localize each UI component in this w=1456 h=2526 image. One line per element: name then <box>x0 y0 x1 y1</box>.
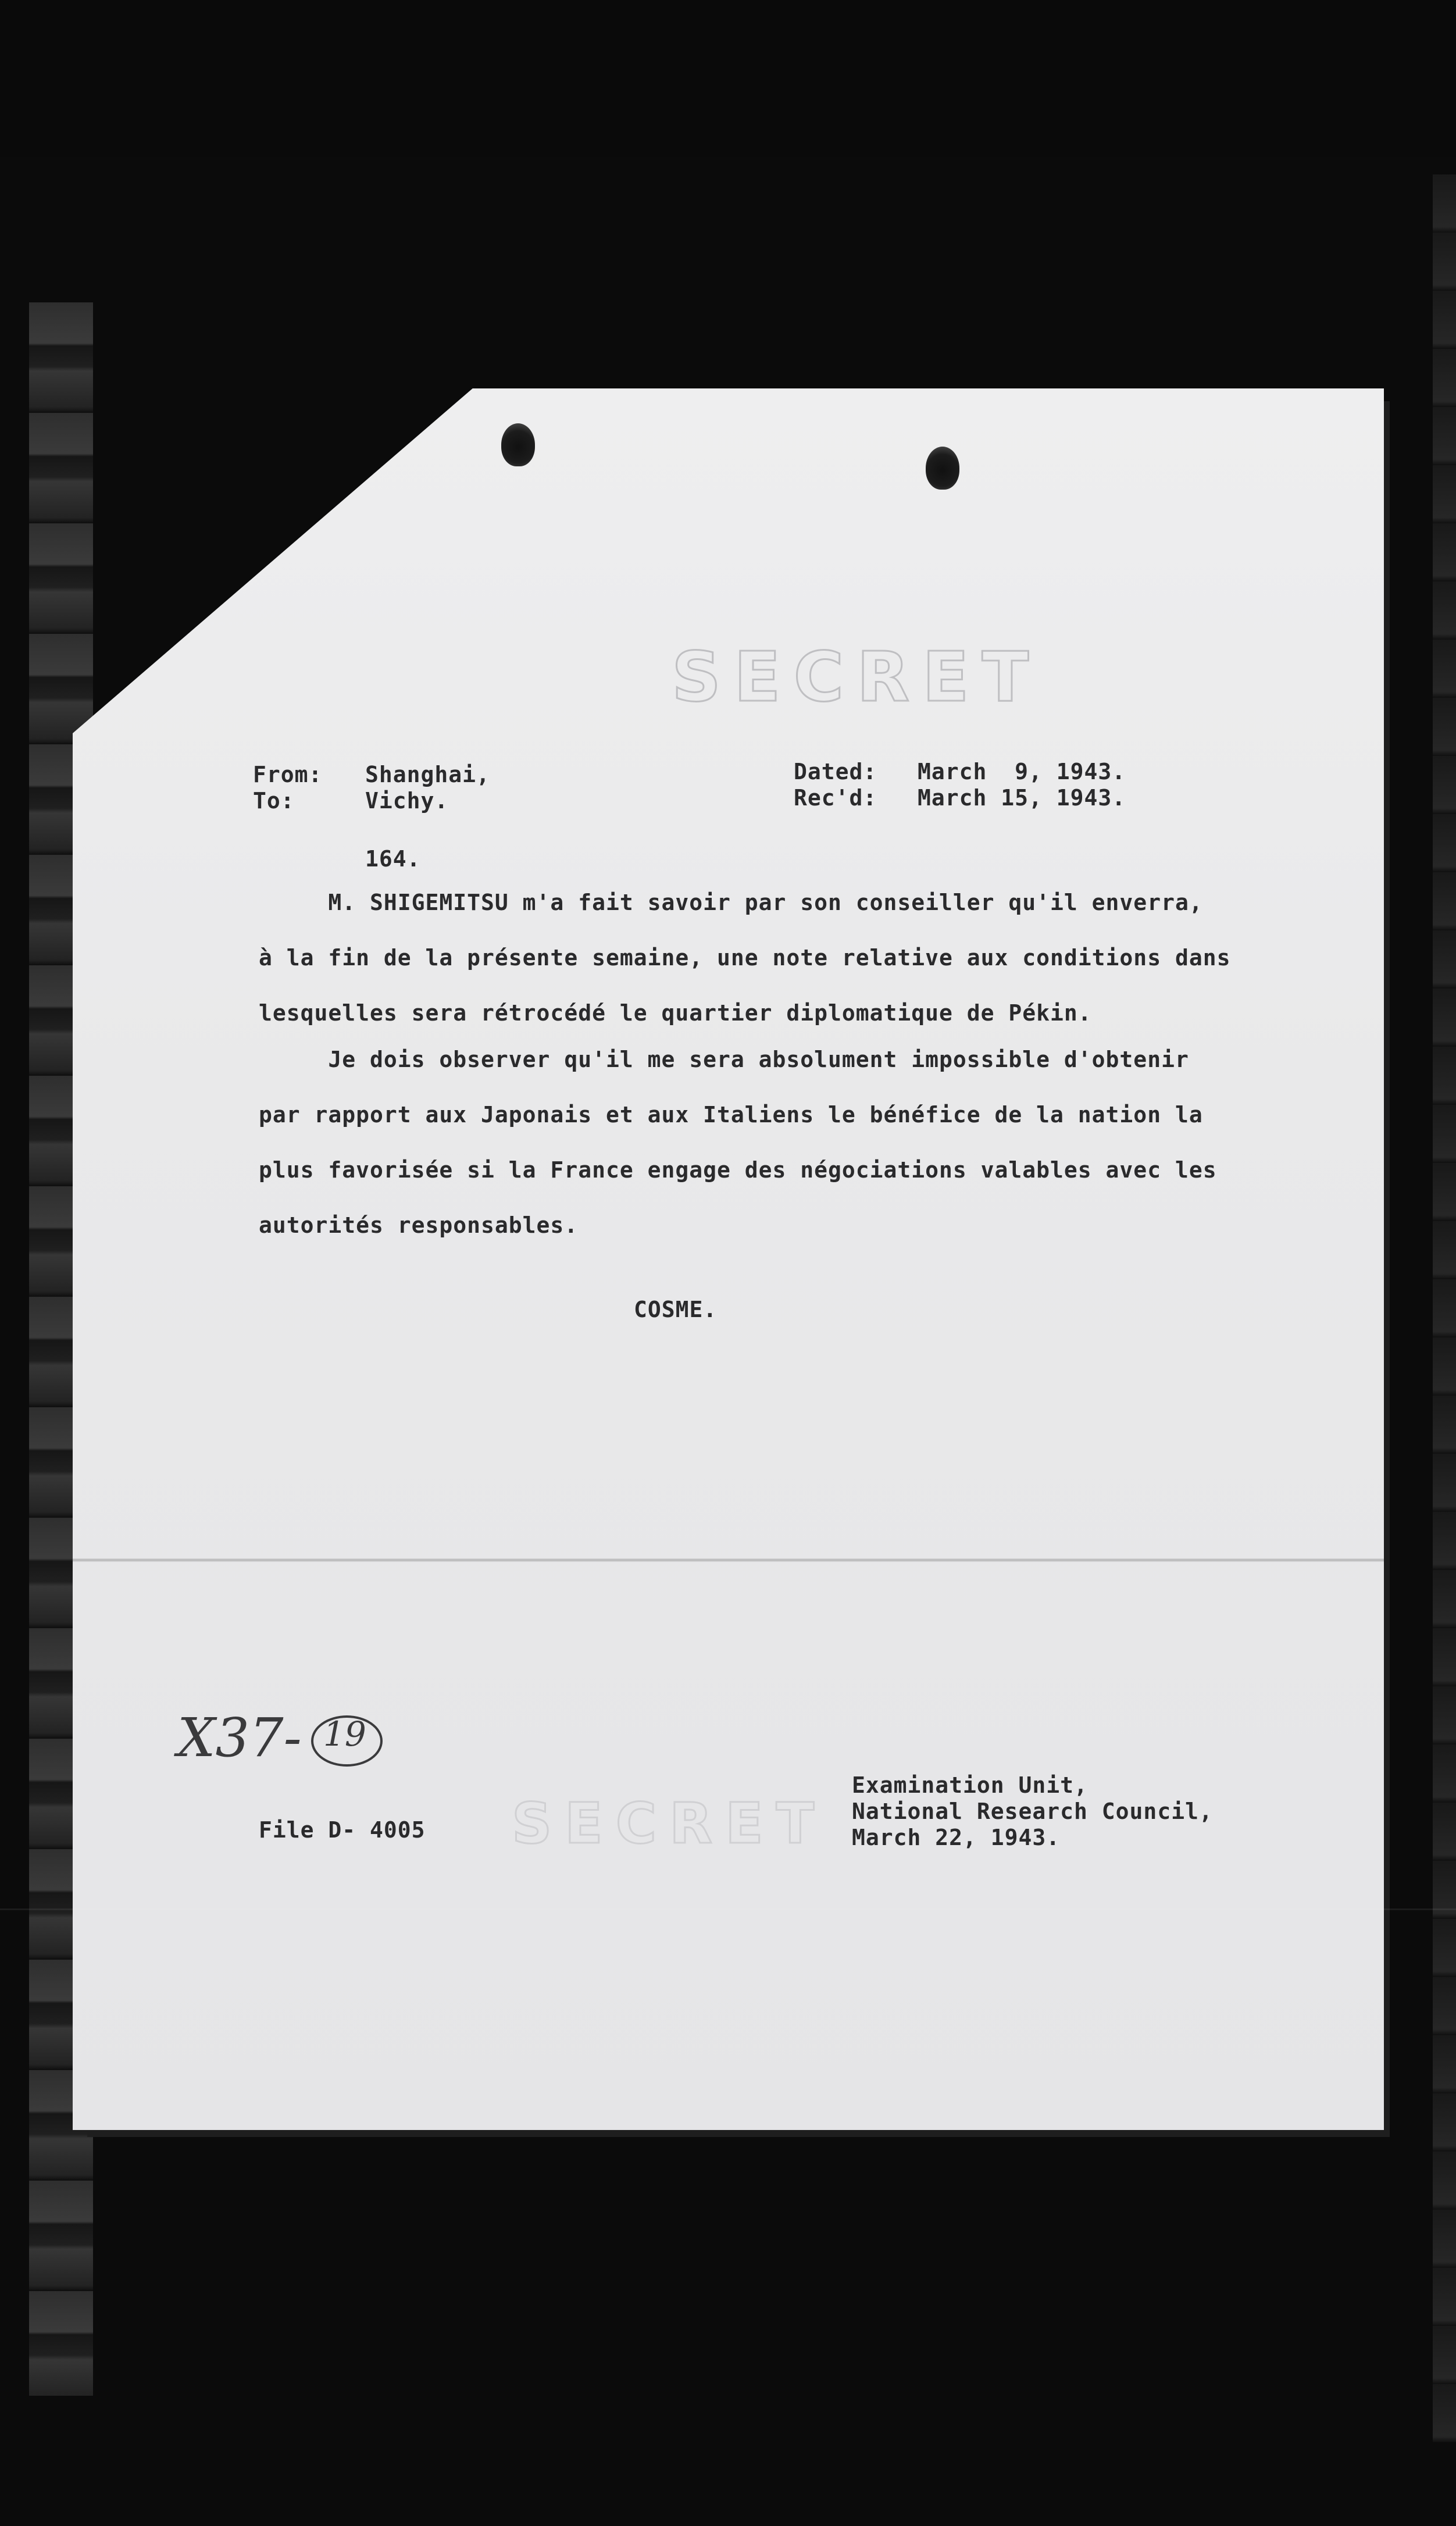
to-value: Vichy. <box>365 788 449 814</box>
film-top-margin <box>0 0 1456 157</box>
signature: COSME. <box>634 1297 718 1322</box>
recd-label: Rec'd: <box>794 785 877 811</box>
fold-line <box>73 1558 1384 1562</box>
paragraph-line: lesquelles sera rétrocédé le quartier diplomatique de Pékin. <box>259 1000 1092 1026</box>
paragraph-line: à la fin de la présente semaine, une note relative aux conditions dans <box>259 945 1231 971</box>
secret-stamp-top: SECRET <box>672 637 1042 717</box>
punch-hole-right <box>926 447 959 490</box>
footer-line-2: National Research Council, <box>852 1799 1213 1824</box>
secret-stamp-bottom: SECRET <box>512 1791 827 1856</box>
handwritten-circled-number: 19 <box>323 1714 366 1754</box>
from-label: From: <box>253 762 323 787</box>
film-edge-right <box>1433 174 1456 2442</box>
from-value: Shanghai, <box>365 762 490 787</box>
body-paragraph-2 <box>259 1032 1346 1253</box>
paragraph-line: Je dois observer qu'il me sera absolument impossible d'obtenir <box>259 1047 1189 1072</box>
dated-value: March 9, 1943. <box>918 759 1126 784</box>
paragraph-line: par rapport aux Japonais et aux Italiens le bénéfice de la nation la <box>259 1102 1203 1128</box>
dated-label: Dated: <box>794 759 877 784</box>
handwritten-note: X37- <box>177 1707 302 1769</box>
file-reference: File D- 4005 <box>259 1817 426 1843</box>
to-label: To: <box>253 788 295 814</box>
scan-artifact-line <box>0 1908 1456 1910</box>
footer-line-1: Examination Unit, <box>852 1772 1088 1798</box>
paragraph-line: autorités responsables. <box>259 1212 579 1238</box>
message-number: 164. <box>365 846 421 872</box>
paragraph-line: plus favorisée si la France engage des négociations valables avec les <box>259 1157 1217 1183</box>
body-paragraph-1 <box>259 875 1346 1041</box>
recd-value: March 15, 1943. <box>918 785 1126 811</box>
footer-line-3: March 22, 1943. <box>852 1825 1061 1850</box>
paragraph-line: M. SHIGEMITSU m'a fait savoir par son conseiller qu'il enverra, <box>259 890 1203 915</box>
punch-hole-left <box>501 423 535 466</box>
